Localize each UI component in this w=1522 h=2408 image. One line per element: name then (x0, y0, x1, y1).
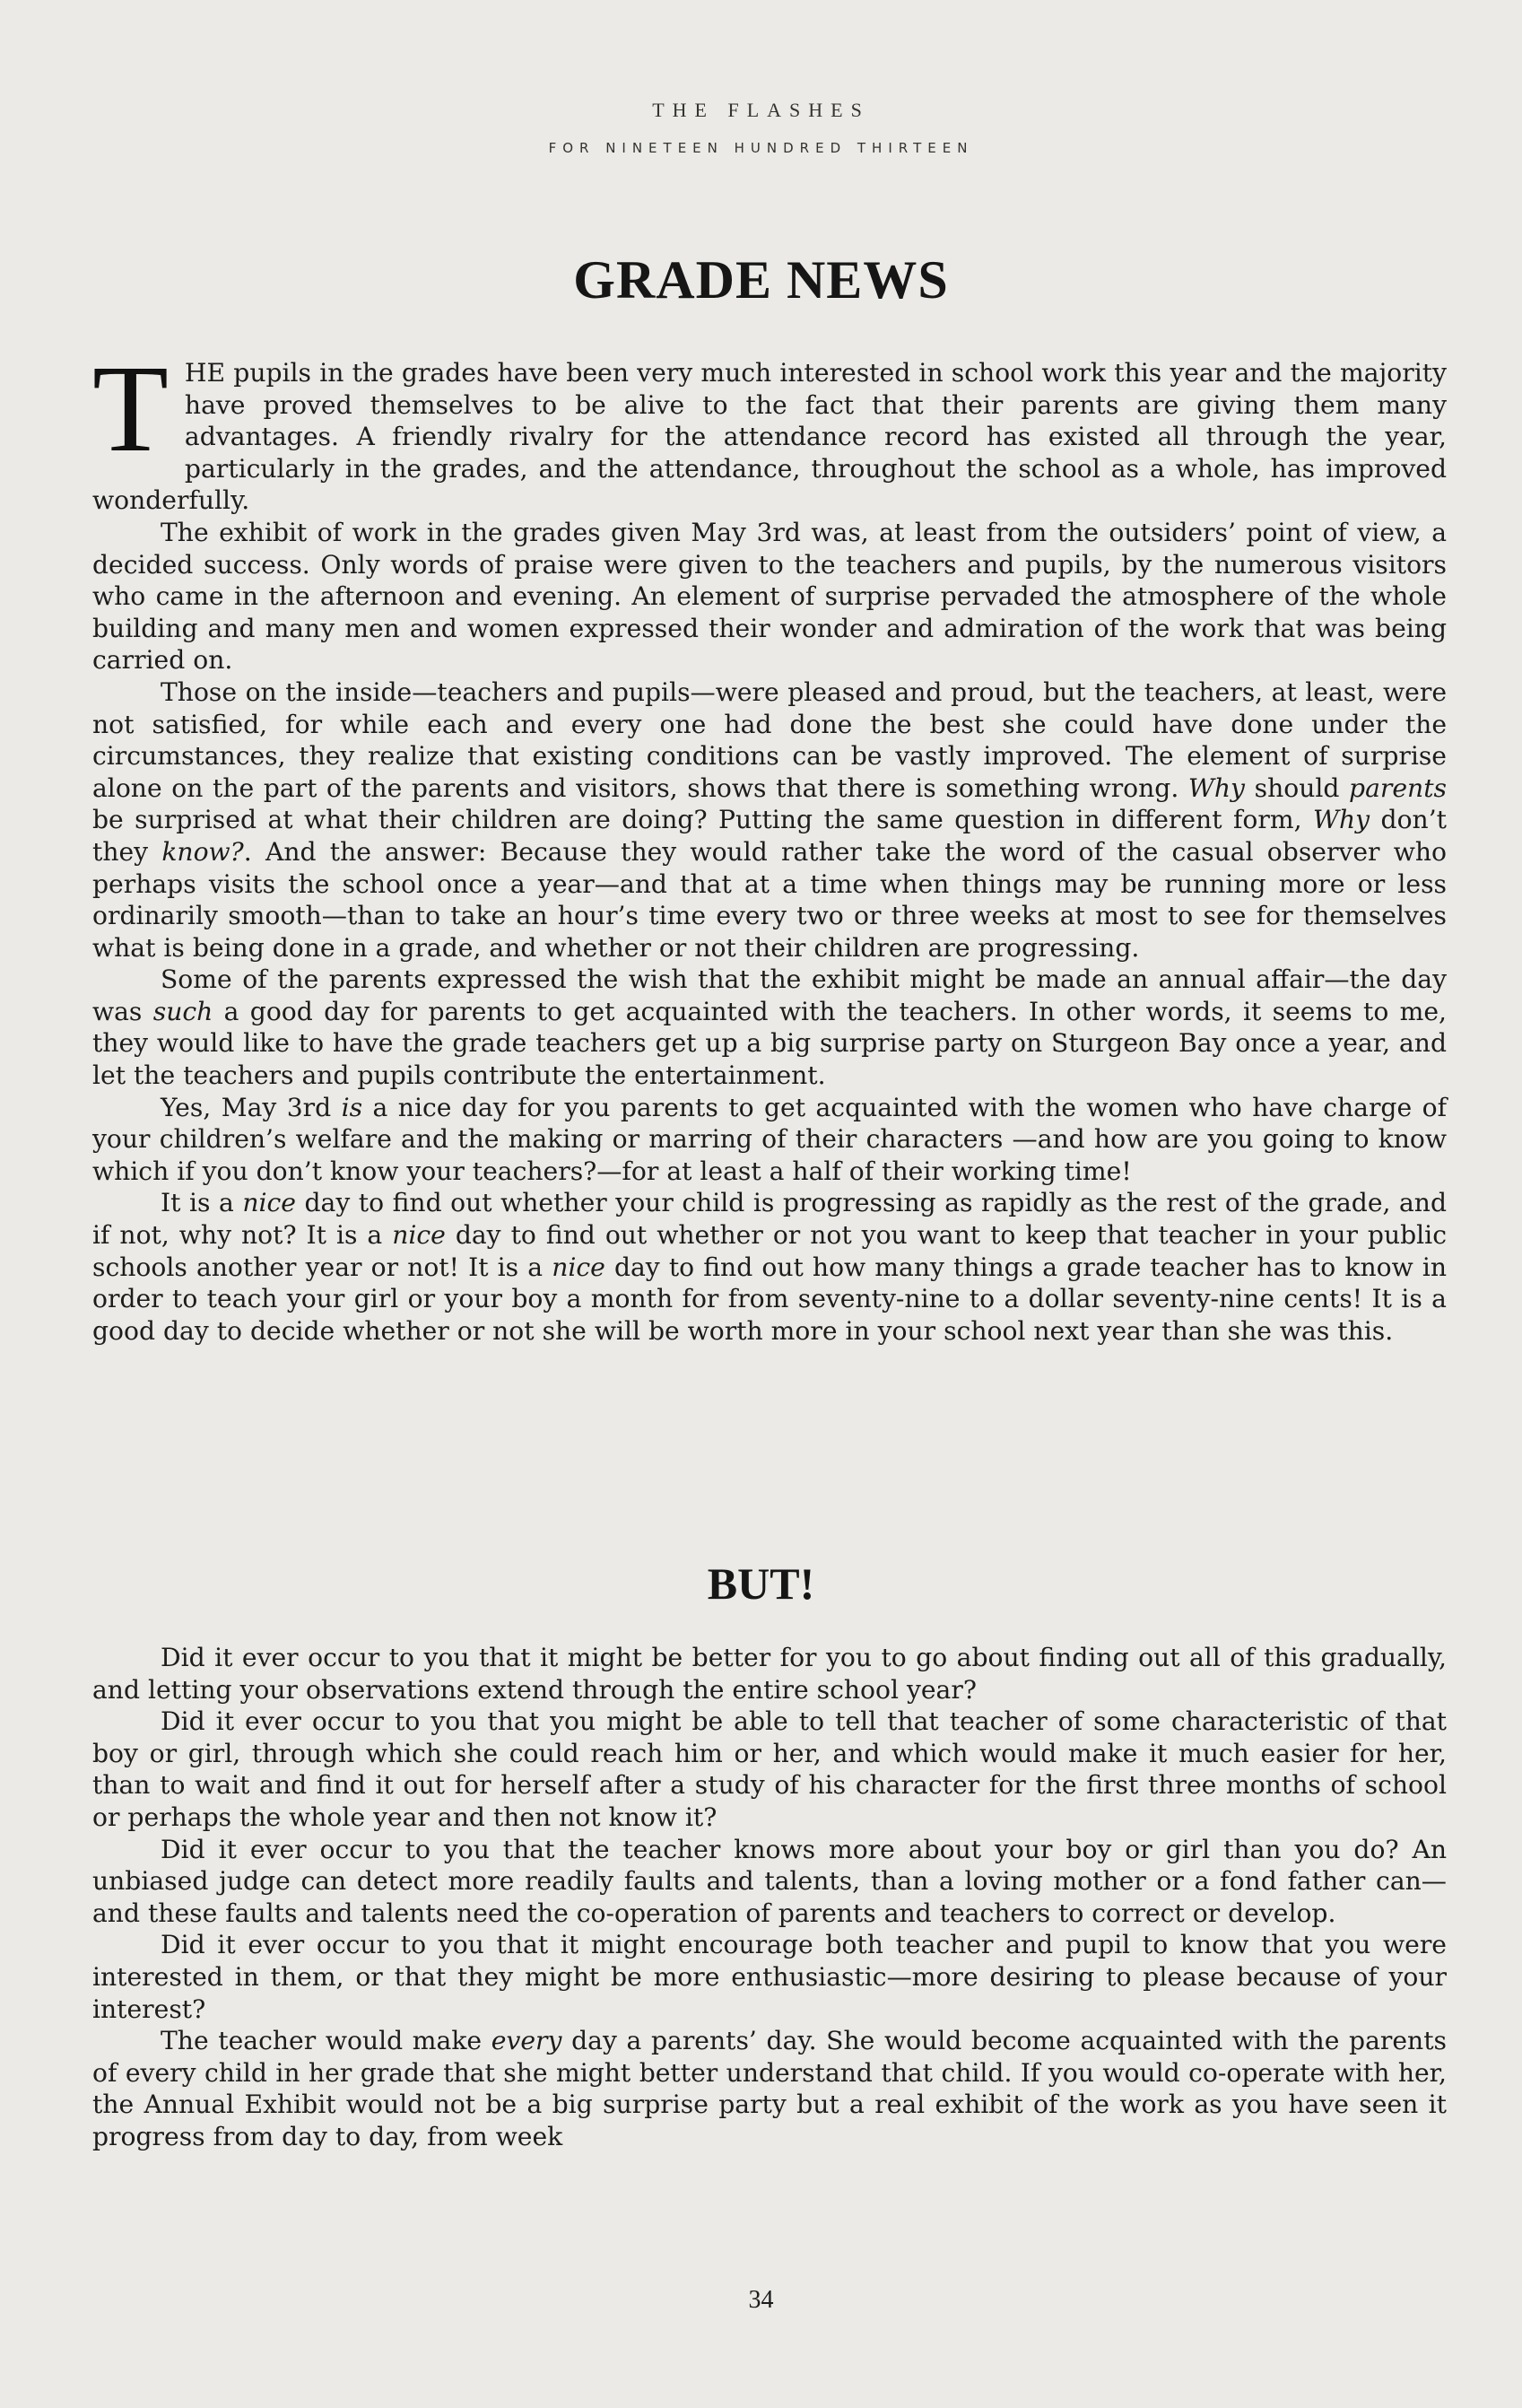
text-run: should (1244, 772, 1350, 803)
text-run: HE pupils in the grades have been very much interested in school work this year and the majority have proved themselves to be alive to the fact that their parents are giving them many advantages. A friendly rivalry for the attendance record has existed all through the year, particularly in the grades, and the attendance, throughout the school as a whole, has improved wonderfully. (92, 358, 1447, 516)
article-body (92, 340, 1448, 1347)
paragraph (92, 1706, 1447, 1833)
text-run: be surprised at what their children are doing? Putting the same question in different form, (92, 805, 1314, 835)
paragraph (92, 1187, 1447, 1347)
emphasized-text: Why (1187, 772, 1245, 803)
text-run: Did it ever occur to you that you might be able to tell that teacher of some characteristic of that boy or girl, through which she could reach him or her, and which would make it much easier for her, than to wait and find it out for herself after a study of his character for the first three months of school or perhaps the whole year and then not know it? (92, 1706, 1447, 1832)
section-body (92, 1642, 1447, 2153)
text-run: Those on the inside—teachers and pupils—were pleased and proud, but the teachers, at least, were not satisfied, for while each and every one had done the best she could have done under the circumstances, they realize that existing conditions can be vastly improved. The element of surprise alone on the part of the parents and visitors, shows that there is something wrong. (92, 676, 1447, 803)
text-run: It is a (161, 1188, 243, 1218)
page-number: 34 (748, 2286, 774, 2314)
section-heading: BUT! (707, 1558, 815, 1609)
article-title: GRADE NEWS (573, 250, 949, 310)
paragraph (92, 517, 1447, 676)
text-run: The exhibit of work in the grades given May 3rd was, at least from the outsiders’ point of view, a decided success. Only words of praise were given to the teachers and pupils, by the numerous visitors who came in the afternoon and evening. An element of surprise pervaded the atmosphere of the whole building and many men and women expressed their wonder and admiration of the work that was being carried on. (92, 517, 1447, 676)
paragraph (92, 964, 1447, 1091)
text-run: Some of the parents expressed the wish that the exhibit might be made an annual affair—the day was (92, 964, 1447, 1026)
text-run: Did it ever occur to you that it might be better for you to go about finding out all of this gradually, and letting your observations extend through the entire school year? (92, 1643, 1447, 1705)
emphasized-text: Why (1313, 805, 1370, 835)
emphasized-text: nice (552, 1252, 605, 1282)
text-run: day to find out whether your child is progressing as rapidly as the rest of the grade, and if not, why not? It is a (92, 1188, 1447, 1251)
emphasized-text: nice (392, 1220, 446, 1251)
drop-cap: T (92, 340, 169, 478)
paragraph (92, 1929, 1447, 2025)
text-run: Yes, May 3rd (161, 1092, 342, 1122)
text-run: day to find out whether or not you want to keep that teacher in your public schools another year or not! It is a (92, 1220, 1447, 1282)
paragraph (92, 1642, 1447, 1706)
emphasized-text: such (152, 996, 213, 1026)
paragraph (92, 2025, 1447, 2152)
emphasized-text: every (491, 2026, 562, 2056)
emphasized-text: know? (161, 836, 244, 867)
text-run: day a parents’ day. She would become acquainted with the parents of every child in her grade that she might better understand that child. If you would co-operate with her, the Annual Exhibit would not be a big surprise party but a real exhibit of the work as you have seen it progress from day to day, from week (92, 2026, 1447, 2151)
text-run: Did it ever occur to you that it might encourage both teacher and pupil to know that you were interested in them, or that they might be more enthusiastic—more desiring to please because of your interest? (92, 1930, 1447, 2024)
text-run: Did it ever occur to you that the teacher knows more about your boy or girl than you do? An unbiased judge can detect more readily faults and talents, than a loving mother or a fond father can—and these faults and talents need the co-operation of parents and teachers to correct or develop. (92, 1834, 1447, 1928)
emphasized-text: nice (242, 1188, 296, 1218)
paragraph (92, 340, 1447, 517)
running-subtitle: FOR NINETEEN HUNDRED THIRTEEN (548, 140, 974, 156)
emphasized-text: is (341, 1092, 363, 1122)
paragraph (92, 676, 1447, 964)
emphasized-text: parents (1349, 772, 1447, 803)
paragraph (92, 1834, 1447, 1930)
text-run: a nice day for you parents to get acquainted with the women who have charge of your children’s welfare and the making or marring of their characters —and how are you going to know which if you don’t know your teachers?—for at least a half of their working time! (92, 1092, 1447, 1186)
text-run: . And the answer: Because they would rather take the word of the casual observer who perhaps visits the school once a year—and that at a time when things may be running more or less ordinarily smooth—than to take an hour’s time every two or three weeks at most to see for themselves what is being done in a grade, and whether or not their children are progressing. (92, 836, 1448, 963)
text-run: don’t they (92, 805, 1447, 867)
running-title: THE FLASHES (652, 99, 870, 121)
text-run: The teacher would make (161, 2026, 491, 2056)
text-run: day to find out how many things a grade teacher has to know in order to teach your girl or your boy a month for from seventy-nine to a dollar seventy-nine cents! It is a good day to decide whether or not she will be worth more in your school next year than she was this. (92, 1252, 1447, 1346)
paragraph (92, 1092, 1447, 1188)
text-run: a good day for parents to get acquainted with the teachers. In other words, it seems to me, they would like to have the grade teachers get up a big surprise party on Sturgeon Bay once a year, and let the teachers and pupils contribute the entertainment. (92, 996, 1447, 1091)
